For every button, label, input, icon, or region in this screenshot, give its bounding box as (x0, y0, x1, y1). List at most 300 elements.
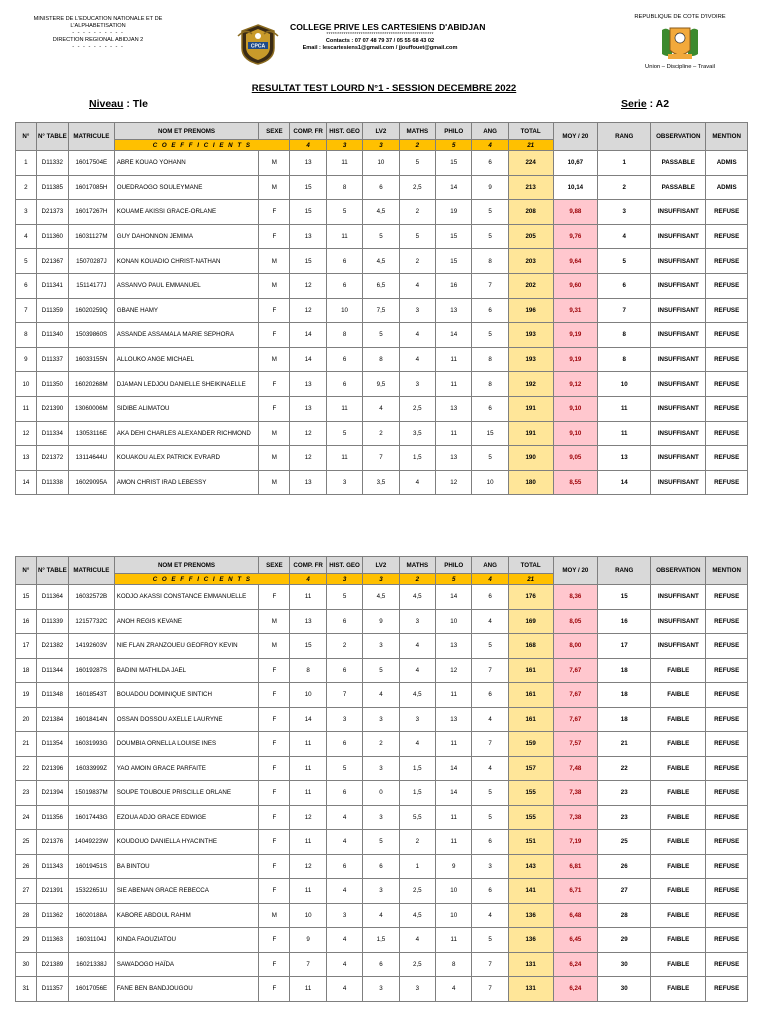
cell-philo: 14 (436, 756, 472, 781)
cell-ang: 5 (472, 323, 508, 348)
cell-comp-fr: 13 (290, 372, 326, 397)
cell-matricule: 14192603V (69, 634, 115, 659)
cell-matricule: 16029095A (69, 470, 115, 495)
cell-moy: 6,45 (553, 928, 598, 953)
cell-philo: 15 (436, 151, 472, 176)
cell-num: 14 (16, 470, 37, 495)
cell-philo: 12 (436, 658, 472, 683)
cell-ang: 5 (472, 224, 508, 249)
cell-ang: 15 (472, 421, 508, 446)
cell-lv2: 6 (363, 175, 399, 200)
cell-observation: INSUFFISANT (651, 347, 706, 372)
cell-mention: REFUSE (706, 781, 748, 806)
cell-philo: 10 (436, 903, 472, 928)
cell-total: 202 (508, 273, 553, 298)
cell-observation: FAIBLE (651, 756, 706, 781)
cell-moy: 6,71 (553, 879, 598, 904)
cell-mention: ADMIS (706, 175, 748, 200)
cell-table-num: D21373 (36, 200, 68, 225)
cell-table-num: D11332 (36, 151, 68, 176)
cell-observation: FAIBLE (651, 903, 706, 928)
cell-total: 191 (508, 421, 553, 446)
cell-lv2: 4,5 (363, 249, 399, 274)
cell-lv2: 2 (363, 732, 399, 757)
cell-maths: 5,5 (399, 805, 435, 830)
cell-maths: 4,5 (399, 585, 435, 610)
col-matricule: MATRICULE (69, 557, 115, 585)
cell-philo: 8 (436, 952, 472, 977)
cell-observation: INSUFFISANT (651, 273, 706, 298)
col-sexe: SEXE (259, 557, 290, 574)
cell-lv2: 5 (363, 658, 399, 683)
cell-total: 191 (508, 396, 553, 421)
cell-ang: 6 (472, 683, 508, 708)
cell-num: 26 (16, 854, 37, 879)
cell-mention: REFUSE (706, 756, 748, 781)
cell-mention: REFUSE (706, 421, 748, 446)
cell-table-num: D11360 (36, 224, 68, 249)
cell-philo: 13 (436, 634, 472, 659)
col-table-num: N° TABLE (36, 557, 68, 585)
cell-name: EZOUA ADJO GRACE EDWIGE (114, 805, 259, 830)
cell-total: 143 (508, 854, 553, 879)
cell-matricule: 15322651U (69, 879, 115, 904)
cell-lv2: 5 (363, 323, 399, 348)
cell-comp-fr: 13 (290, 151, 326, 176)
cell-num: 19 (16, 683, 37, 708)
school-stars: ************************************************** (326, 32, 434, 38)
coef-philo: 5 (436, 140, 472, 151)
cell-maths: 3 (399, 707, 435, 732)
ministry-line2: L'ALPHABETISATION (70, 23, 126, 29)
cell-maths: 4 (399, 273, 435, 298)
cell-lv2: 4 (363, 396, 399, 421)
cell-comp-fr: 11 (290, 977, 326, 1002)
cell-num: 21 (16, 732, 37, 757)
cell-rang: 30 (598, 952, 651, 977)
cell-table-num: D21382 (36, 634, 68, 659)
cell-sexe: F (259, 585, 290, 610)
cell-ang: 5 (472, 781, 508, 806)
cell-ang: 4 (472, 756, 508, 781)
col-maths: MATHS (399, 557, 435, 574)
serie-value: : A2 (649, 98, 670, 110)
cell-hist-geo: 11 (326, 224, 362, 249)
cell-mention: REFUSE (706, 347, 748, 372)
cell-maths: 5 (399, 151, 435, 176)
cell-sexe: F (259, 707, 290, 732)
cell-num: 17 (16, 634, 37, 659)
cell-total: 155 (508, 805, 553, 830)
cell-sexe: M (259, 249, 290, 274)
cell-total: 205 (508, 224, 553, 249)
cell-moy: 8,05 (553, 609, 598, 634)
republic-name: REPUBLIQUE DE COTE D'IVOIRE (634, 14, 726, 20)
cell-moy: 9,19 (553, 347, 598, 372)
cell-moy: 7,48 (553, 756, 598, 781)
cell-ang: 9 (472, 175, 508, 200)
cell-name: GUY DAHONNON JEMIMA (114, 224, 259, 249)
cell-num: 31 (16, 977, 37, 1002)
table-row (16, 903, 748, 928)
cell-matricule: 15070287J (69, 249, 115, 274)
cell-maths: 1,5 (399, 446, 435, 471)
cell-maths: 2,5 (399, 952, 435, 977)
cell-observation: PASSABLE (651, 175, 706, 200)
cell-matricule: 16019287S (69, 658, 115, 683)
cell-philo: 14 (436, 175, 472, 200)
col-lv2: LV2 (363, 557, 399, 574)
cell-maths: 1,5 (399, 756, 435, 781)
cell-total: 161 (508, 707, 553, 732)
cell-name: ALLOUKO ANGE MICHAEL (114, 347, 259, 372)
cell-hist-geo: 4 (326, 830, 362, 855)
cell-num: 28 (16, 903, 37, 928)
cell-name: YAO AMOIN GRACE PARFAITE (114, 756, 259, 781)
cell-maths: 2,5 (399, 396, 435, 421)
cell-observation: INSUFFISANT (651, 634, 706, 659)
cell-rang: 4 (598, 224, 651, 249)
cell-sexe: M (259, 903, 290, 928)
cell-num: 30 (16, 952, 37, 977)
cell-table-num: D11337 (36, 347, 68, 372)
page-title: RESULTAT TEST LOURD N°1 - SESSION DECEMBRE 2022 (251, 83, 517, 94)
cell-observation: FAIBLE (651, 683, 706, 708)
cell-num: 29 (16, 928, 37, 953)
cell-matricule: 16031993G (69, 732, 115, 757)
col-maths: MATHS (399, 123, 435, 140)
table-row (16, 609, 748, 634)
results-table-1 (15, 122, 748, 495)
cell-hist-geo: 4 (326, 928, 362, 953)
cell-sexe: F (259, 323, 290, 348)
cell-moy: 7,57 (553, 732, 598, 757)
table-row (16, 298, 748, 323)
cell-num: 16 (16, 609, 37, 634)
school-contacts: Contacts : 07 07 48 79 37 / 05 55 68 43 02 (325, 38, 435, 44)
cell-comp-fr: 7 (290, 952, 326, 977)
cell-comp-fr: 12 (290, 421, 326, 446)
cell-comp-fr: 13 (290, 470, 326, 495)
cell-observation: INSUFFISANT (651, 372, 706, 397)
cell-table-num: D11350 (36, 372, 68, 397)
cell-maths: 4,5 (399, 683, 435, 708)
cell-observation: INSUFFISANT (651, 200, 706, 225)
cell-hist-geo: 3 (326, 707, 362, 732)
cell-hist-geo: 4 (326, 977, 362, 1002)
cell-name: ASSANDE ASSAMALA MARIE SEPHORA (114, 323, 259, 348)
cell-name: SAWADOGO HAÏDA (114, 952, 259, 977)
cell-rang: 18 (598, 707, 651, 732)
col-mention: MENTION (706, 557, 748, 585)
cell-matricule: 16017085H (69, 175, 115, 200)
cell-sexe: M (259, 175, 290, 200)
cell-lv2: 1,5 (363, 928, 399, 953)
col-moy: MOY / 20 (553, 123, 598, 151)
cell-ang: 8 (472, 347, 508, 372)
results-table-2 (15, 556, 748, 1002)
cell-comp-fr: 14 (290, 707, 326, 732)
cell-sexe: F (259, 683, 290, 708)
cell-total: 190 (508, 446, 553, 471)
cell-maths: 2,5 (399, 879, 435, 904)
cell-maths: 3,5 (399, 421, 435, 446)
cell-maths: 4 (399, 634, 435, 659)
table-row (16, 830, 748, 855)
col-name: NOM ET PRENOMS (114, 123, 259, 140)
cell-comp-fr: 12 (290, 298, 326, 323)
table-row (16, 805, 748, 830)
table-row (16, 634, 748, 659)
cell-mention: REFUSE (706, 658, 748, 683)
niveau-value: : Tle (126, 98, 148, 110)
cell-lv2: 3 (363, 634, 399, 659)
col-num: N° (16, 557, 37, 585)
cell-sexe: M (259, 151, 290, 176)
table-row (16, 854, 748, 879)
cell-rang: 6 (598, 273, 651, 298)
table-row (16, 323, 748, 348)
cell-ang: 4 (472, 707, 508, 732)
cell-moy: 7,67 (553, 683, 598, 708)
cell-sexe: F (259, 732, 290, 757)
cell-ang: 6 (472, 830, 508, 855)
cell-comp-fr: 12 (290, 805, 326, 830)
coefficients-label: C O E F F I C I E N T S (114, 574, 290, 585)
cell-maths: 3 (399, 977, 435, 1002)
cell-rang: 30 (598, 977, 651, 1002)
cell-sexe: M (259, 634, 290, 659)
col-philo: PHILO (436, 557, 472, 574)
cell-philo: 11 (436, 683, 472, 708)
cell-philo: 9 (436, 854, 472, 879)
cell-mention: REFUSE (706, 446, 748, 471)
cell-total: 224 (508, 151, 553, 176)
cell-matricule: 16017504E (69, 151, 115, 176)
cell-num: 22 (16, 756, 37, 781)
cell-num: 13 (16, 446, 37, 471)
table-row (16, 781, 748, 806)
cell-lv2: 6 (363, 854, 399, 879)
cell-rang: 29 (598, 928, 651, 953)
cell-mention: REFUSE (706, 200, 748, 225)
cell-mention: REFUSE (706, 609, 748, 634)
cell-maths: 4,5 (399, 903, 435, 928)
table-row (16, 421, 748, 446)
coef-comp-fr: 4 (290, 574, 326, 585)
cell-philo: 11 (436, 372, 472, 397)
cell-num: 25 (16, 830, 37, 855)
cell-num: 2 (16, 175, 37, 200)
cell-hist-geo: 8 (326, 323, 362, 348)
cell-table-num: D11334 (36, 421, 68, 446)
cell-maths: 3 (399, 609, 435, 634)
cell-ang: 5 (472, 805, 508, 830)
cell-mention: REFUSE (706, 903, 748, 928)
table-row (16, 585, 748, 610)
cell-lv2: 3 (363, 707, 399, 732)
cell-maths: 2 (399, 830, 435, 855)
cell-lv2: 5 (363, 224, 399, 249)
cell-hist-geo: 6 (326, 347, 362, 372)
cell-observation: FAIBLE (651, 805, 706, 830)
coef-lv2: 3 (363, 140, 399, 151)
coef-philo: 5 (436, 574, 472, 585)
cell-comp-fr: 12 (290, 446, 326, 471)
cell-maths: 3 (399, 298, 435, 323)
cell-mention: REFUSE (706, 372, 748, 397)
cell-maths: 4 (399, 732, 435, 757)
cell-name: DJAMAN LEDJOU DANIELLE SHEIKINAELLE (114, 372, 259, 397)
cell-sexe: F (259, 756, 290, 781)
cell-rang: 18 (598, 683, 651, 708)
cell-num: 20 (16, 707, 37, 732)
cell-total: 161 (508, 658, 553, 683)
cell-mention: REFUSE (706, 732, 748, 757)
col-hist-geo: HIST. GEO (326, 123, 362, 140)
cell-name: SIE ABENAN GRACE REBECCA (114, 879, 259, 904)
cell-ang: 8 (472, 249, 508, 274)
cell-rang: 3 (598, 200, 651, 225)
cell-ang: 5 (472, 634, 508, 659)
cell-total: 180 (508, 470, 553, 495)
cell-matricule: 16019451S (69, 854, 115, 879)
cell-total: 213 (508, 175, 553, 200)
cell-name: OSSAN DOSSOU AXELLE LAURYNE (114, 707, 259, 732)
cell-table-num: D11385 (36, 175, 68, 200)
cell-name: FANE BEN BANDJOUGOU (114, 977, 259, 1002)
table-row (16, 200, 748, 225)
cell-observation: FAIBLE (651, 658, 706, 683)
cell-num: 27 (16, 879, 37, 904)
cell-sexe: F (259, 952, 290, 977)
cell-table-num: D11354 (36, 732, 68, 757)
cell-lv2: 5 (363, 830, 399, 855)
cell-observation: FAIBLE (651, 781, 706, 806)
cell-rang: 2 (598, 175, 651, 200)
table-row (16, 952, 748, 977)
serie-label: Serie (621, 98, 647, 110)
cell-hist-geo: 4 (326, 952, 362, 977)
cell-observation: INSUFFISANT (651, 585, 706, 610)
cell-mention: REFUSE (706, 879, 748, 904)
cell-sexe: M (259, 446, 290, 471)
cell-hist-geo: 5 (326, 585, 362, 610)
cell-total: 193 (508, 323, 553, 348)
cell-sexe: F (259, 781, 290, 806)
cell-lv2: 4,5 (363, 585, 399, 610)
cell-table-num: D21394 (36, 781, 68, 806)
cell-table-num: D21376 (36, 830, 68, 855)
cell-comp-fr: 9 (290, 928, 326, 953)
cell-name: GBANE HAMY (114, 298, 259, 323)
cell-hist-geo: 4 (326, 805, 362, 830)
cell-num: 23 (16, 781, 37, 806)
cell-total: 193 (508, 347, 553, 372)
cell-maths: 4 (399, 658, 435, 683)
cell-philo: 13 (436, 707, 472, 732)
cell-name: AKA DEHI CHARLES ALEXANDER RICHMOND (114, 421, 259, 446)
cell-sexe: F (259, 928, 290, 953)
cell-ang: 7 (472, 658, 508, 683)
cell-comp-fr: 10 (290, 903, 326, 928)
cell-lv2: 9 (363, 609, 399, 634)
cell-ang: 6 (472, 396, 508, 421)
coef-comp-fr: 4 (290, 140, 326, 151)
cell-rang: 26 (598, 854, 651, 879)
niveau-line (89, 98, 148, 110)
col-total: TOTAL (508, 123, 553, 140)
cell-lv2: 3 (363, 977, 399, 1002)
cell-table-num: D11348 (36, 683, 68, 708)
col-rang: RANG (598, 123, 651, 151)
cell-mention: ADMIS (706, 151, 748, 176)
cell-table-num: D11344 (36, 658, 68, 683)
cell-rang: 15 (598, 585, 651, 610)
cell-lv2: 6,5 (363, 273, 399, 298)
coef-total: 21 (508, 140, 553, 151)
cell-lv2: 7 (363, 446, 399, 471)
cell-matricule: 16031104J (69, 928, 115, 953)
cell-total: 161 (508, 683, 553, 708)
coefficients-label: C O E F F I C I E N T S (114, 140, 290, 151)
cell-matricule: 16017267H (69, 200, 115, 225)
cell-hist-geo: 11 (326, 446, 362, 471)
cell-ang: 7 (472, 273, 508, 298)
cell-lv2: 6 (363, 952, 399, 977)
col-observation: OBSERVATION (651, 123, 706, 151)
cell-mention: REFUSE (706, 830, 748, 855)
cell-mention: REFUSE (706, 707, 748, 732)
col-matricule: MATRICULE (69, 123, 115, 151)
cell-matricule: 15039860S (69, 323, 115, 348)
cell-maths: 3 (399, 372, 435, 397)
coef-ang: 4 (472, 140, 508, 151)
cell-ang: 7 (472, 732, 508, 757)
cell-total: 155 (508, 781, 553, 806)
cell-ang: 8 (472, 372, 508, 397)
col-philo: PHILO (436, 123, 472, 140)
cell-name: SOUPE TOUBOUE PRISCILLE ORLANE (114, 781, 259, 806)
cell-hist-geo: 6 (326, 658, 362, 683)
cell-rang: 16 (598, 609, 651, 634)
cell-philo: 14 (436, 585, 472, 610)
cell-ang: 5 (472, 928, 508, 953)
col-lv2: LV2 (363, 123, 399, 140)
col-name: NOM ET PRENOMS (114, 557, 259, 574)
table-row (16, 928, 748, 953)
cell-comp-fr: 11 (290, 830, 326, 855)
cell-num: 4 (16, 224, 37, 249)
cell-observation: FAIBLE (651, 707, 706, 732)
cell-comp-fr: 15 (290, 200, 326, 225)
cell-num: 1 (16, 151, 37, 176)
cell-comp-fr: 11 (290, 585, 326, 610)
cell-mention: REFUSE (706, 323, 748, 348)
cell-moy: 9,76 (553, 224, 598, 249)
cell-hist-geo: 6 (326, 372, 362, 397)
niveau-label: Niveau (89, 98, 124, 110)
cell-rang: 27 (598, 879, 651, 904)
cell-lv2: 3 (363, 805, 399, 830)
cell-philo: 14 (436, 781, 472, 806)
cell-lv2: 4 (363, 683, 399, 708)
cell-observation: INSUFFISANT (651, 470, 706, 495)
cell-table-num: D21391 (36, 879, 68, 904)
cell-mention: REFUSE (706, 805, 748, 830)
cell-mention: REFUSE (706, 585, 748, 610)
cell-philo: 10 (436, 879, 472, 904)
